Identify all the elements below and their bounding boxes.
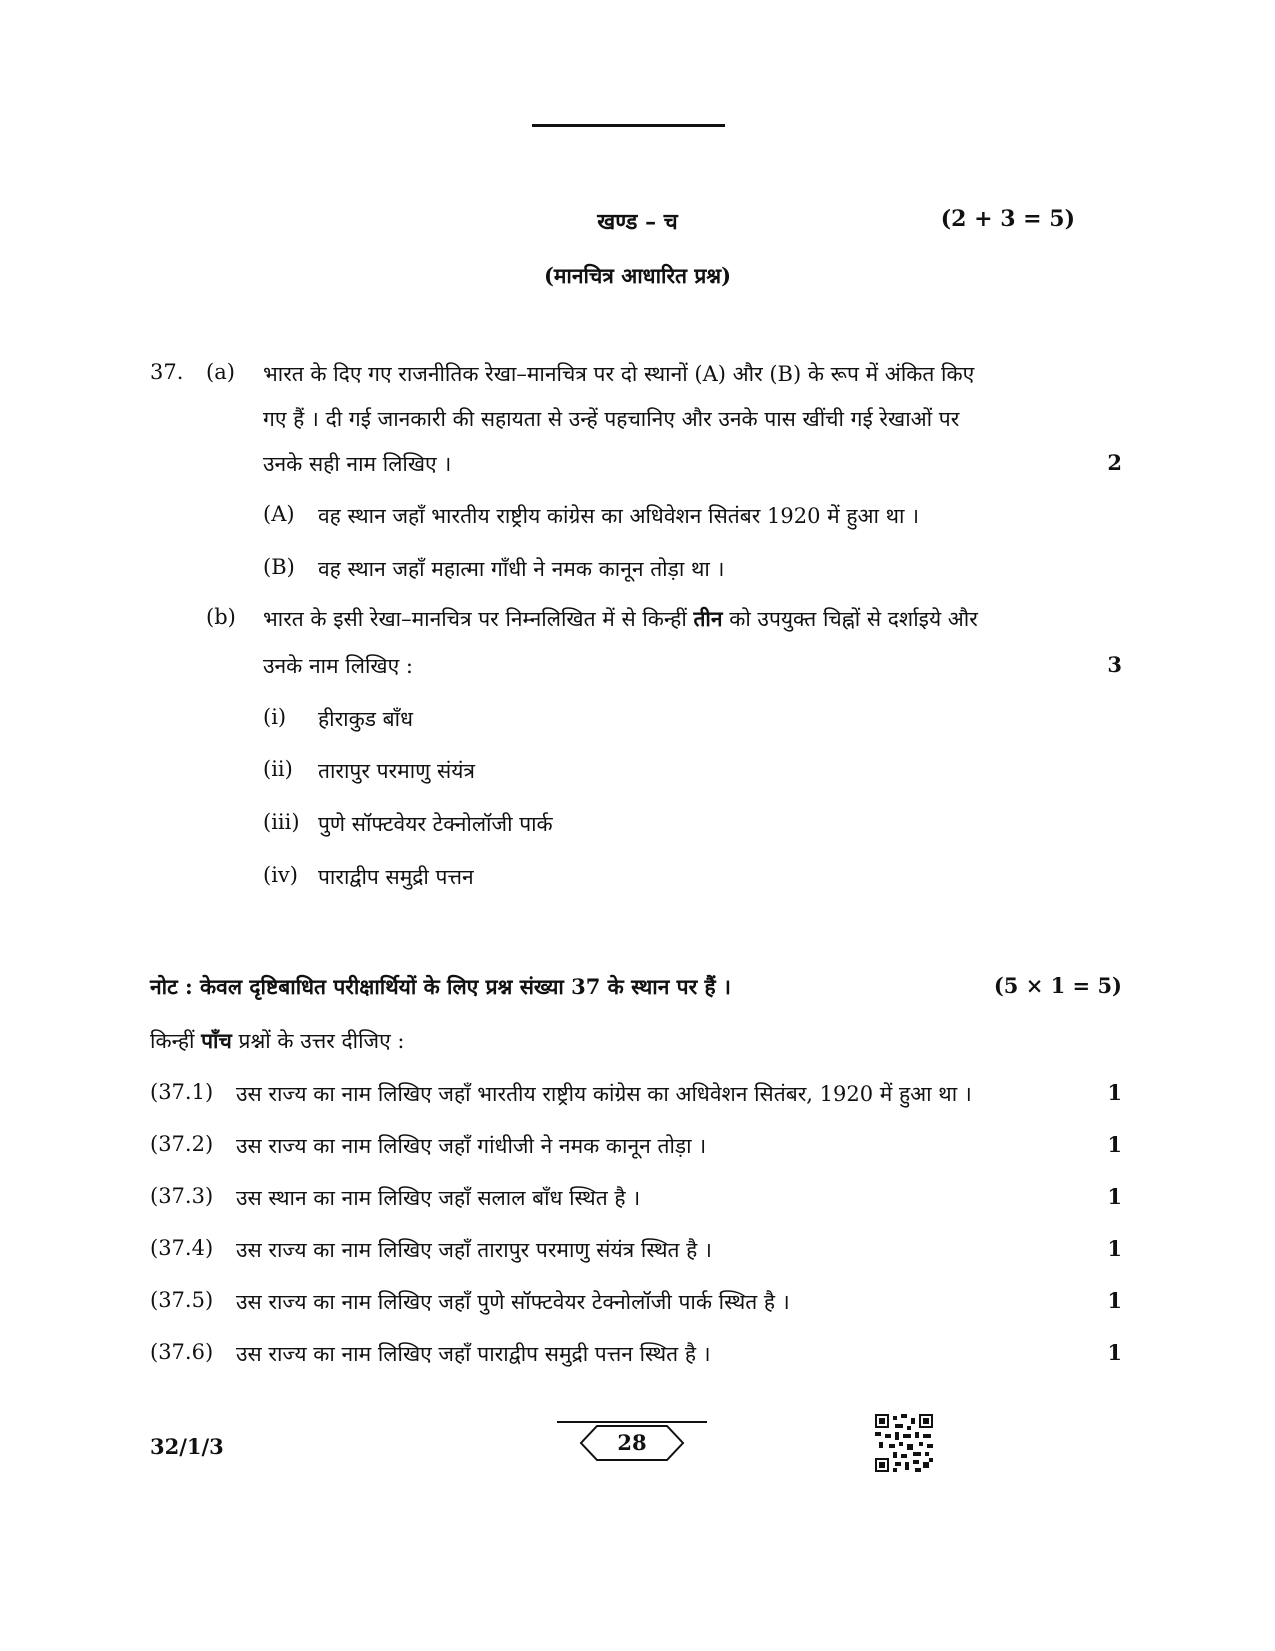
part-b-item-text: पाराद्वीप समुद्री पत्तन — [318, 865, 474, 889]
note-instruction-emphasis: पाँच — [201, 1028, 232, 1053]
sub-question-number: (37.3) — [150, 1184, 214, 1208]
part-a-item-text: वह स्थान जहाँ भारतीय राष्ट्रीय कांग्रेस का अधिवेशन सितंबर 1920 में हुआ था । — [318, 504, 920, 528]
part-b-line-2: उनके नाम लिखिए : — [263, 654, 413, 678]
page-number-badge — [579, 1424, 685, 1462]
note-text: नोट : केवल दृष्टिबाधित परीक्षार्थियों के लिए प्रश्न संख्या 37 के स्थान पर हैं । — [150, 974, 731, 999]
page-number: 28 — [617, 1430, 647, 1455]
part-a-line-1: भारत के दिए गए राजनीतिक रेखा–मानचित्र पर दो स्थानों (A) और (B) के रूप में अंकित किए — [263, 362, 975, 386]
question-number: 37. — [150, 360, 184, 384]
part-a-line-3: उनके सही नाम लिखिए । — [263, 452, 452, 476]
part-b-item-label: (iv) — [263, 863, 298, 887]
top-rule — [532, 124, 725, 127]
sub-question-text: उस राज्य का नाम लिखिए जहाँ भारतीय राष्ट्रीय कांग्रेस का अधिवेशन सितंबर, 1920 में हुआ था । — [236, 1082, 972, 1106]
part-b-marks: 3 — [1107, 652, 1122, 677]
qr-code-icon — [875, 1414, 933, 1472]
sub-question-number: (37.6) — [150, 1340, 214, 1364]
part-b-emphasis: तीन — [693, 606, 723, 631]
part-a-marks: 2 — [1107, 450, 1122, 475]
sub-question-marks: 1 — [1107, 1132, 1122, 1157]
part-a-item-label: (A) — [263, 502, 295, 526]
part-b-line-1-after: को उपयुक्त चिह्नों से दर्शाइये और — [722, 607, 978, 631]
part-a-line-2: गए हैं । दी गई जानकारी की सहायता से उन्हें पहचानिए और उनके पास खींची गई रेखाओं पर — [263, 407, 960, 431]
paper-code: 32/1/3 — [150, 1434, 224, 1459]
footer-rule — [557, 1421, 707, 1423]
sub-question-text: उस राज्य का नाम लिखिए जहाँ तारापुर परमाणु संयंत्र स्थित है । — [236, 1238, 712, 1262]
part-b-item-text: तारापुर परमाणु संयंत्र — [318, 759, 475, 783]
note-instruction-after: प्रश्नों के उत्तर दीजिए : — [231, 1029, 405, 1053]
sub-question-marks: 1 — [1107, 1288, 1122, 1313]
part-b-item-label: (iii) — [263, 810, 300, 834]
sub-question-marks: 1 — [1107, 1236, 1122, 1261]
sub-question-text: उस स्थान का नाम लिखिए जहाँ सलाल बाँध स्थित है । — [236, 1186, 641, 1210]
part-b-line-1-before: भारत के इसी रेखा–मानचित्र पर निम्नलिखित में से किन्हीं — [263, 607, 694, 631]
sub-question-number: (37.5) — [150, 1288, 214, 1312]
part-b-label: (b) — [206, 605, 236, 629]
note-instruction-before: किन्हीं — [150, 1029, 202, 1053]
sub-question-text: उस राज्य का नाम लिखिए जहाँ गांधीजी ने नमक कानून तोड़ा । — [236, 1134, 707, 1158]
sub-question-number: (37.2) — [150, 1132, 214, 1156]
part-b-item-text: हीराकुड बाँध — [318, 707, 414, 731]
part-a-item-label: (B) — [263, 555, 295, 579]
part-a-label: (a) — [206, 360, 235, 384]
section-marks: (2 + 3 = 5) — [940, 206, 1075, 232]
sub-question-marks: 1 — [1107, 1184, 1122, 1209]
part-a-item-text: वह स्थान जहाँ महात्मा गाँधी ने नमक कानून तोड़ा था । — [318, 557, 725, 581]
note-marks: (5 × 1 = 5) — [993, 973, 1122, 998]
note-instruction — [150, 1027, 404, 1055]
sub-question-number: (37.1) — [150, 1080, 214, 1104]
sub-question-marks: 1 — [1107, 1080, 1122, 1105]
section-subtitle: (मानचित्र आधारित प्रश्न) — [543, 263, 732, 288]
sub-question-marks: 1 — [1107, 1340, 1122, 1365]
section-title: खण्ड – च — [597, 209, 678, 235]
part-b-line-1 — [263, 605, 978, 633]
sub-question-text: उस राज्य का नाम लिखिए जहाँ पुणे सॉफ्टवेयर टेक्नोलॉजी पार्क स्थित है । — [236, 1290, 790, 1314]
sub-question-number: (37.4) — [150, 1236, 214, 1260]
sub-question-text: उस राज्य का नाम लिखिए जहाँ पाराद्वीप समुद्री पत्तन स्थित है । — [236, 1342, 711, 1366]
part-b-item-text: पुणे सॉफ्टवेयर टेक्नोलॉजी पार्क — [318, 812, 553, 836]
part-b-item-label: (ii) — [263, 757, 293, 781]
part-b-item-label: (i) — [263, 705, 287, 729]
